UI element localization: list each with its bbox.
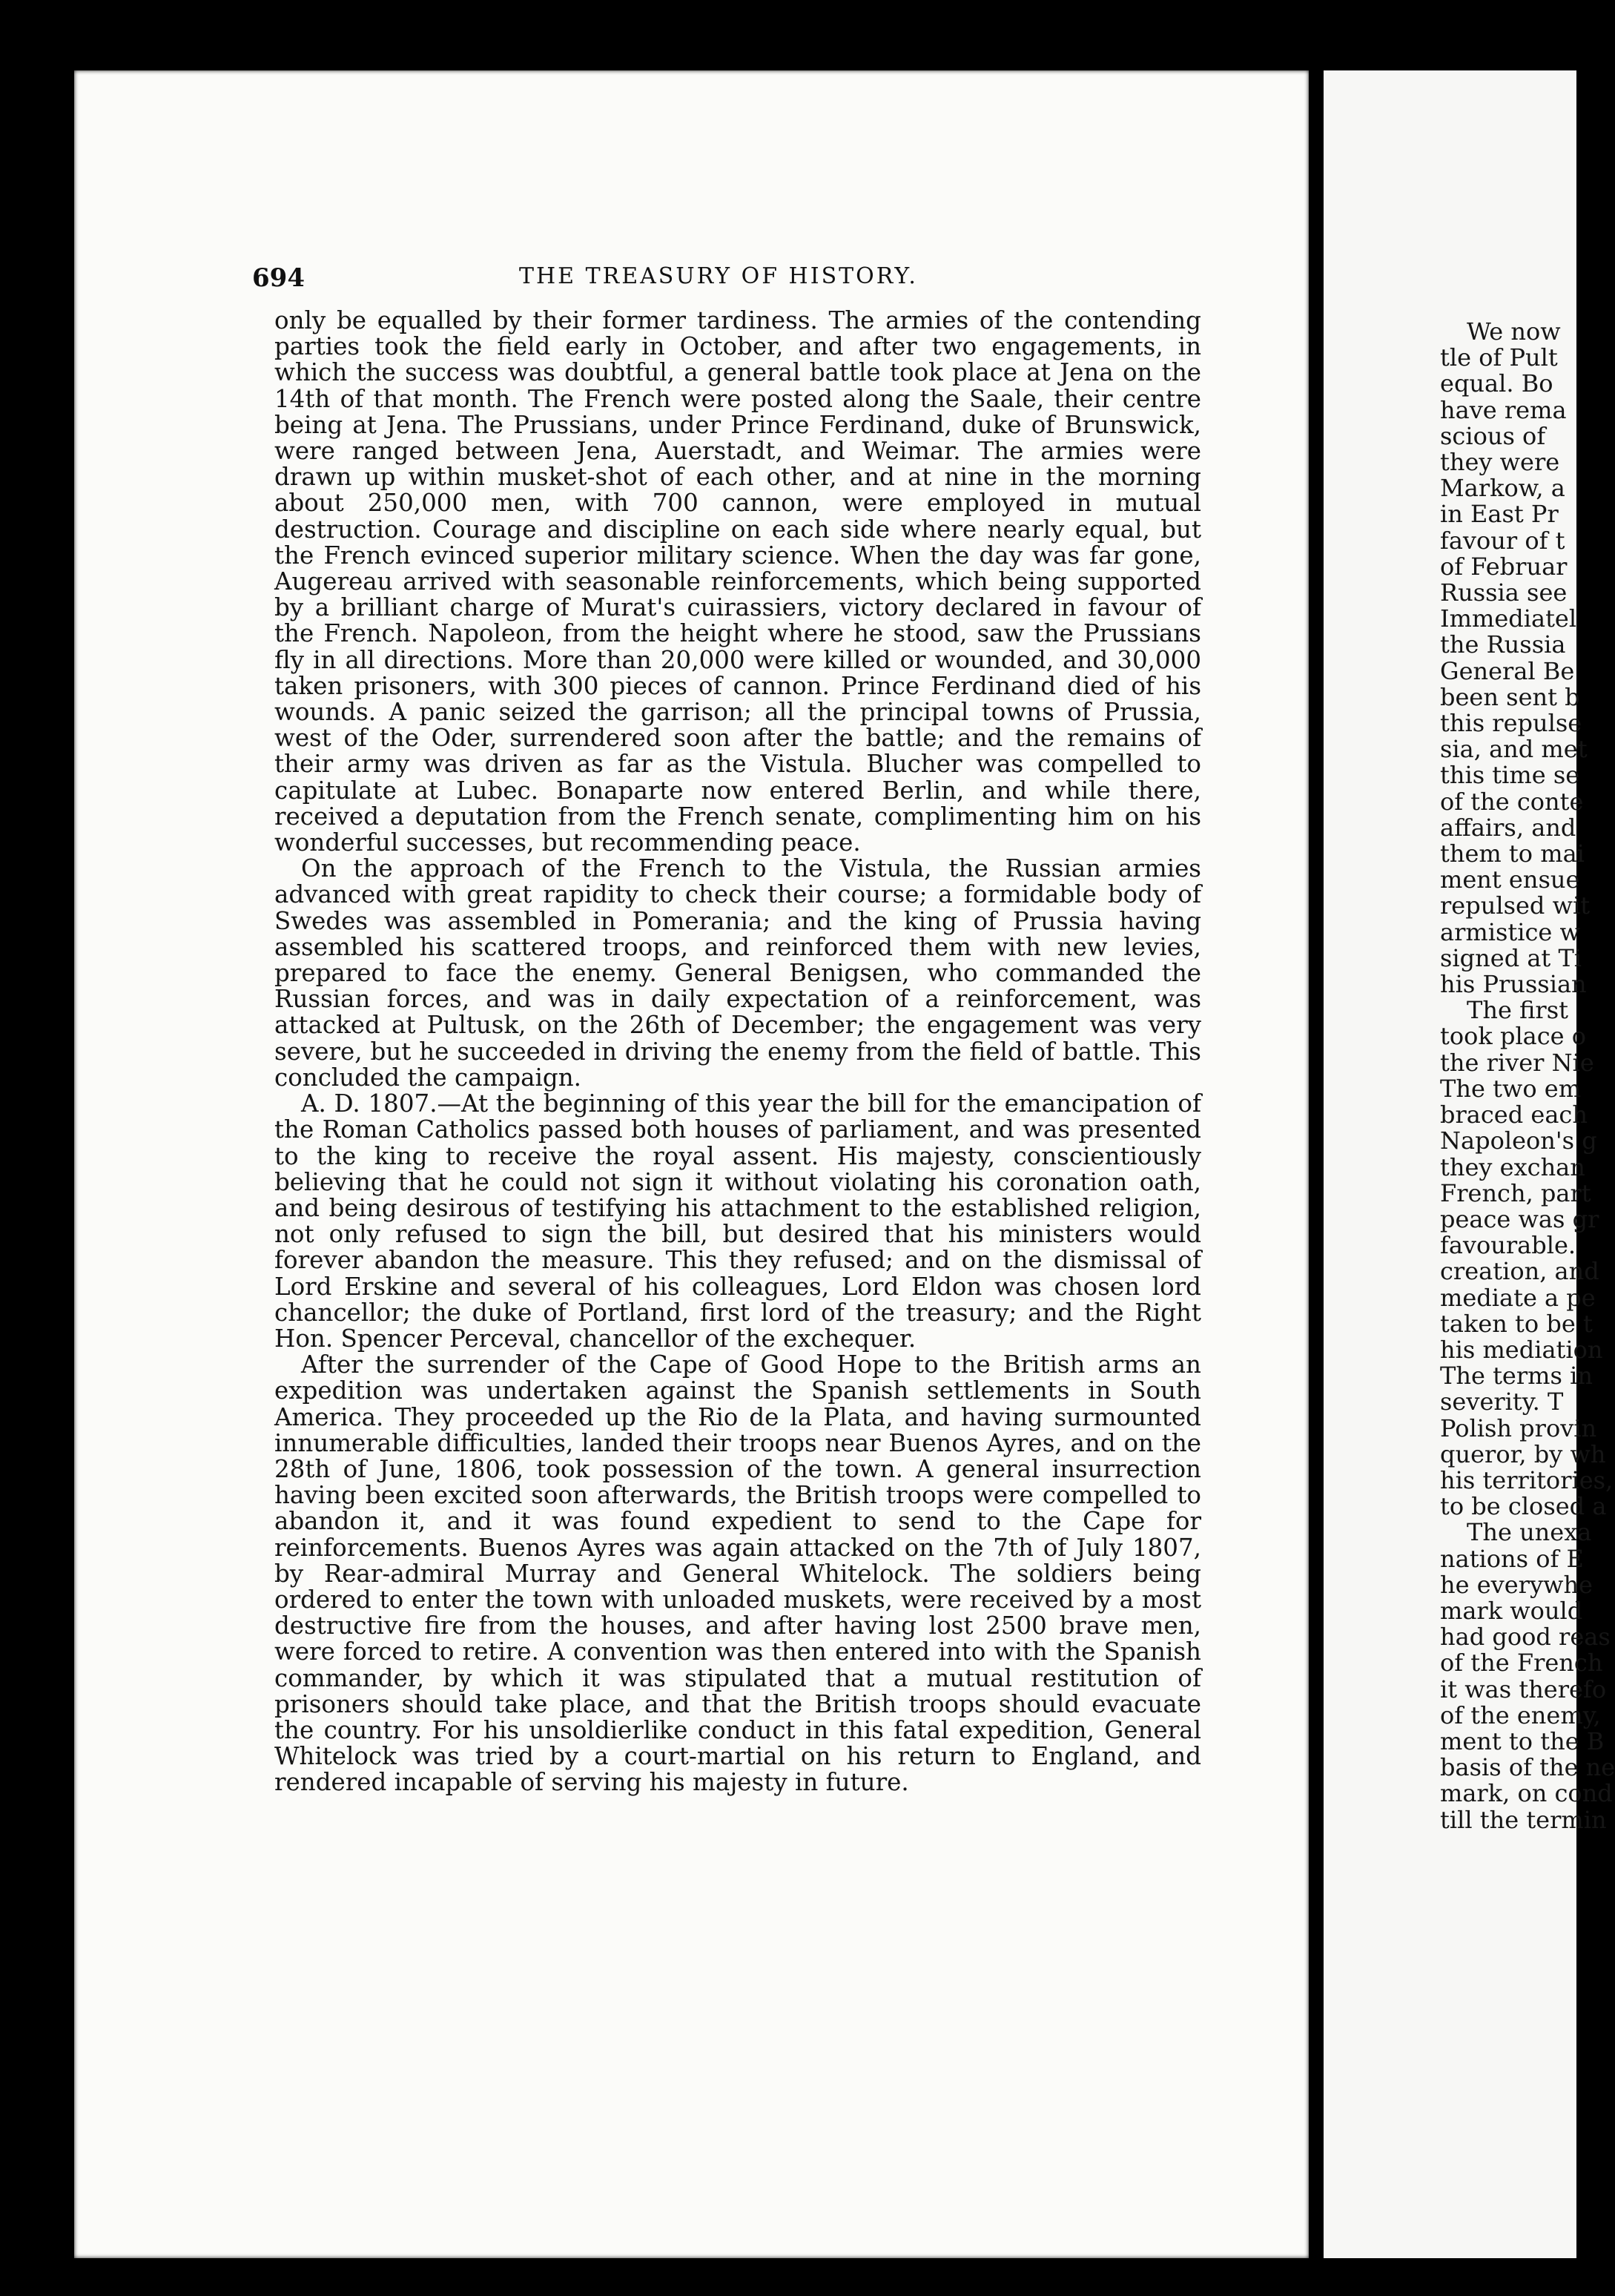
right-page-line: peace was gr	[1440, 1204, 1599, 1233]
right-page-line: mediate a pe	[1440, 1283, 1596, 1312]
right-page-line: of the conte	[1440, 787, 1584, 816]
right-page-text-fragment	[1440, 317, 1615, 1834]
paragraph-1807-catholic-bill: A. D. 1807.—At the beginning of this year the bill for the emancipation of the Roman Catholics passed both houses of parliament, and was presented to the king to receive the royal assent. His majesty, conscientiously believing that he could not sign it without violating his coronation oath, and being desirous of testifying his attachment to the established religion, not only refused to sign the bill, but desired that his ministers would forever abandon the measure. This they refused; and on the dismissal of Lord Erskine and several of his colleagues, Lord Eldon was chosen lord chancellor; the duke of Portland, first lord of the treasury; and the Right Hon. Spencer Perceval, chancellor of the exchequer.	[274, 1089, 1201, 1353]
right-page-line: he everywhe	[1440, 1570, 1593, 1599]
right-page-line: repulsed wit	[1440, 891, 1591, 920]
right-page	[1324, 70, 1615, 2258]
right-page-line: had good reas	[1440, 1623, 1611, 1652]
right-page-line: The terms in	[1440, 1362, 1593, 1391]
right-page-line: the Russia	[1440, 630, 1566, 659]
right-page-line: his Prussian	[1440, 970, 1587, 999]
right-page-line: have rema	[1440, 395, 1567, 424]
right-page-line: The two em	[1440, 1074, 1582, 1103]
right-page-line: basis of the ne	[1440, 1753, 1615, 1782]
right-page-line: it was therefo	[1440, 1675, 1607, 1703]
right-page-line: braced each	[1440, 1101, 1588, 1129]
right-page-line: Napoleon's g	[1440, 1126, 1597, 1155]
right-page-line: favourable.	[1440, 1231, 1576, 1260]
right-page-line: Markow, a	[1440, 474, 1565, 503]
right-page-line: affairs, and	[1440, 813, 1576, 842]
right-page-line: favour of t	[1440, 526, 1565, 555]
right-page-line: Immediatel	[1440, 604, 1577, 633]
right-page-line: to be closed a	[1440, 1492, 1607, 1521]
right-page-line: queror, by wh	[1440, 1439, 1606, 1468]
running-head: THE TREASURY OF HISTORY.	[519, 263, 918, 289]
paragraph-buenos-ayres: After the surrender of the Cape of Good Hope to the British arms an expedition was undertaken against the Spanish settlements in South America. They proceeded up the Rio de la Plata, and having surmounted innumerable difficulties, landed their troops near Buenos Ayres, and on the 28th of June, 1806, took possession of the town. A general insurrection having been excited soon afterwards, the British troops were compelled to abandon it, and it was found expedient to send to the Cape for reinforcements. Buenos Ayres was again attacked on the 7th of July 1807, by Rear-admiral Murray and General Whitelock. The soldiers being ordered to enter the town with unloaded muskets, were received by a most destructive fire from the houses, and after having lost 2500 brave men, were forced to retire. A convention was then entered into with the Spanish commander, by which it was stipulated that a mutual restitution of prisoners should take place, and that the British troops should evacuate the country. For his unsoldierlike conduct in this fatal expedition, General Whitelock was tried by a court-martial on his return to England, and rendered incapable of serving his majesty in future.	[274, 1350, 1201, 1797]
right-page-line: his mediation	[1440, 1335, 1603, 1364]
right-page-line: took place o	[1440, 1022, 1587, 1051]
page-number: 694	[252, 263, 305, 293]
right-page-line: The first	[1467, 996, 1568, 1025]
right-page-line: his territories,	[1440, 1465, 1614, 1494]
right-page-line: this time se	[1440, 761, 1580, 790]
right-page-line: French, part	[1440, 1178, 1591, 1207]
right-page-line: armistice w	[1440, 917, 1580, 946]
body-text	[274, 308, 1201, 1796]
right-page-line: ment ensue	[1440, 865, 1580, 894]
right-page-line: signed at Ti	[1440, 943, 1582, 972]
right-page-line: ment to the B	[1440, 1726, 1605, 1755]
right-page-line: Polish provin	[1440, 1413, 1597, 1442]
right-page-line: General Be	[1440, 656, 1575, 685]
right-page-line: creation, and	[1440, 1257, 1599, 1286]
right-page-line: till the termin	[1440, 1805, 1607, 1834]
right-page-line: been sent b	[1440, 682, 1580, 711]
right-page-line: equal. Bo	[1440, 369, 1553, 398]
right-page-line: they exchan	[1440, 1152, 1585, 1181]
right-page-line: severity. T	[1440, 1388, 1564, 1416]
right-page-line: taken to be t	[1440, 1309, 1593, 1338]
page-header	[252, 263, 1216, 300]
paragraph-jena: only be equalled by their former tardiness. The armies of the contending parties took the field early in October, and after two engagements, in which the success was doubtful, a general battle took place at Jena on the 14th of that month. The French were posted along the Saale, their centre being at Jena. The Prussians, under Prince Ferdinand, duke of Brunswick, were ranged between Jena, Auerstadt, and Weimar. The armies were drawn up within musket-shot of each other, and at nine in the morning about 250,000 men, with 700 cannon, were employed in mutual destruction. Courage and discipline on each side where nearly equal, but the French evinced superior military science. When the day was far gone, Augereau arrived with seasonable reinforcements, which being supported by a brilliant charge of Murat's cuirassiers, victory declared in favour of the French. Napoleon, from the height where he stood, saw the Prussians fly in all directions. More than 20,000 were killed or wounded, and 30,000 taken prisoners, with 300 pieces of cannon. Prince Ferdinand died of his wounds. A panic seized the garrison; all the principal towns of Prussia, west of the Oder, surrendered soon after the battle; and the remains of their army was driven as far as the Vistula. Blucher was compelled to capitulate at Lubec. Bonaparte now entered Berlin, and while there, received a deputation from the French senate, complimenting him on his wonderful successes, but recommending peace.	[274, 306, 1201, 857]
right-page-line: of the enemy,	[1440, 1700, 1601, 1729]
right-page-line: tle of Pult	[1440, 343, 1558, 372]
right-page-line: The unexa	[1467, 1518, 1592, 1547]
right-page-line: they were	[1440, 448, 1560, 477]
right-page-line: of the French	[1440, 1649, 1603, 1678]
right-page-line: sia, and met	[1440, 735, 1588, 764]
right-page-line: nations of E	[1440, 1544, 1584, 1573]
right-page-line: them to mai	[1440, 839, 1585, 868]
right-page-line: scious of	[1440, 421, 1546, 450]
right-page-line: Russia see	[1440, 578, 1568, 607]
paragraph-vistula: On the approach of the French to the Vistula, the Russian armies advanced with great rapidity to check their course; a formidable body of Swedes was assembled in Pomerania; and the king of Prussia having assembled his scattered troops, and reinforced them with new levies, prepared to face the enemy. General Benigsen, who commanded the Russian forces, and was in daily expectation of a reinforcement, was attacked at Pultusk, on the 26th of December; the engagement was very severe, but he succeeded in driving the enemy from the field of battle. This concluded the campaign.	[274, 854, 1201, 1092]
right-page-line: mark, on cond	[1440, 1779, 1613, 1808]
right-page-line: We now	[1467, 317, 1561, 346]
right-page-line: the river Nie	[1440, 1048, 1594, 1077]
right-page-line: mark would	[1440, 1596, 1583, 1625]
right-page-line: in East Pr	[1440, 500, 1559, 529]
right-page-line: this repulse	[1440, 709, 1582, 738]
right-page-line: of Februar	[1440, 552, 1568, 581]
